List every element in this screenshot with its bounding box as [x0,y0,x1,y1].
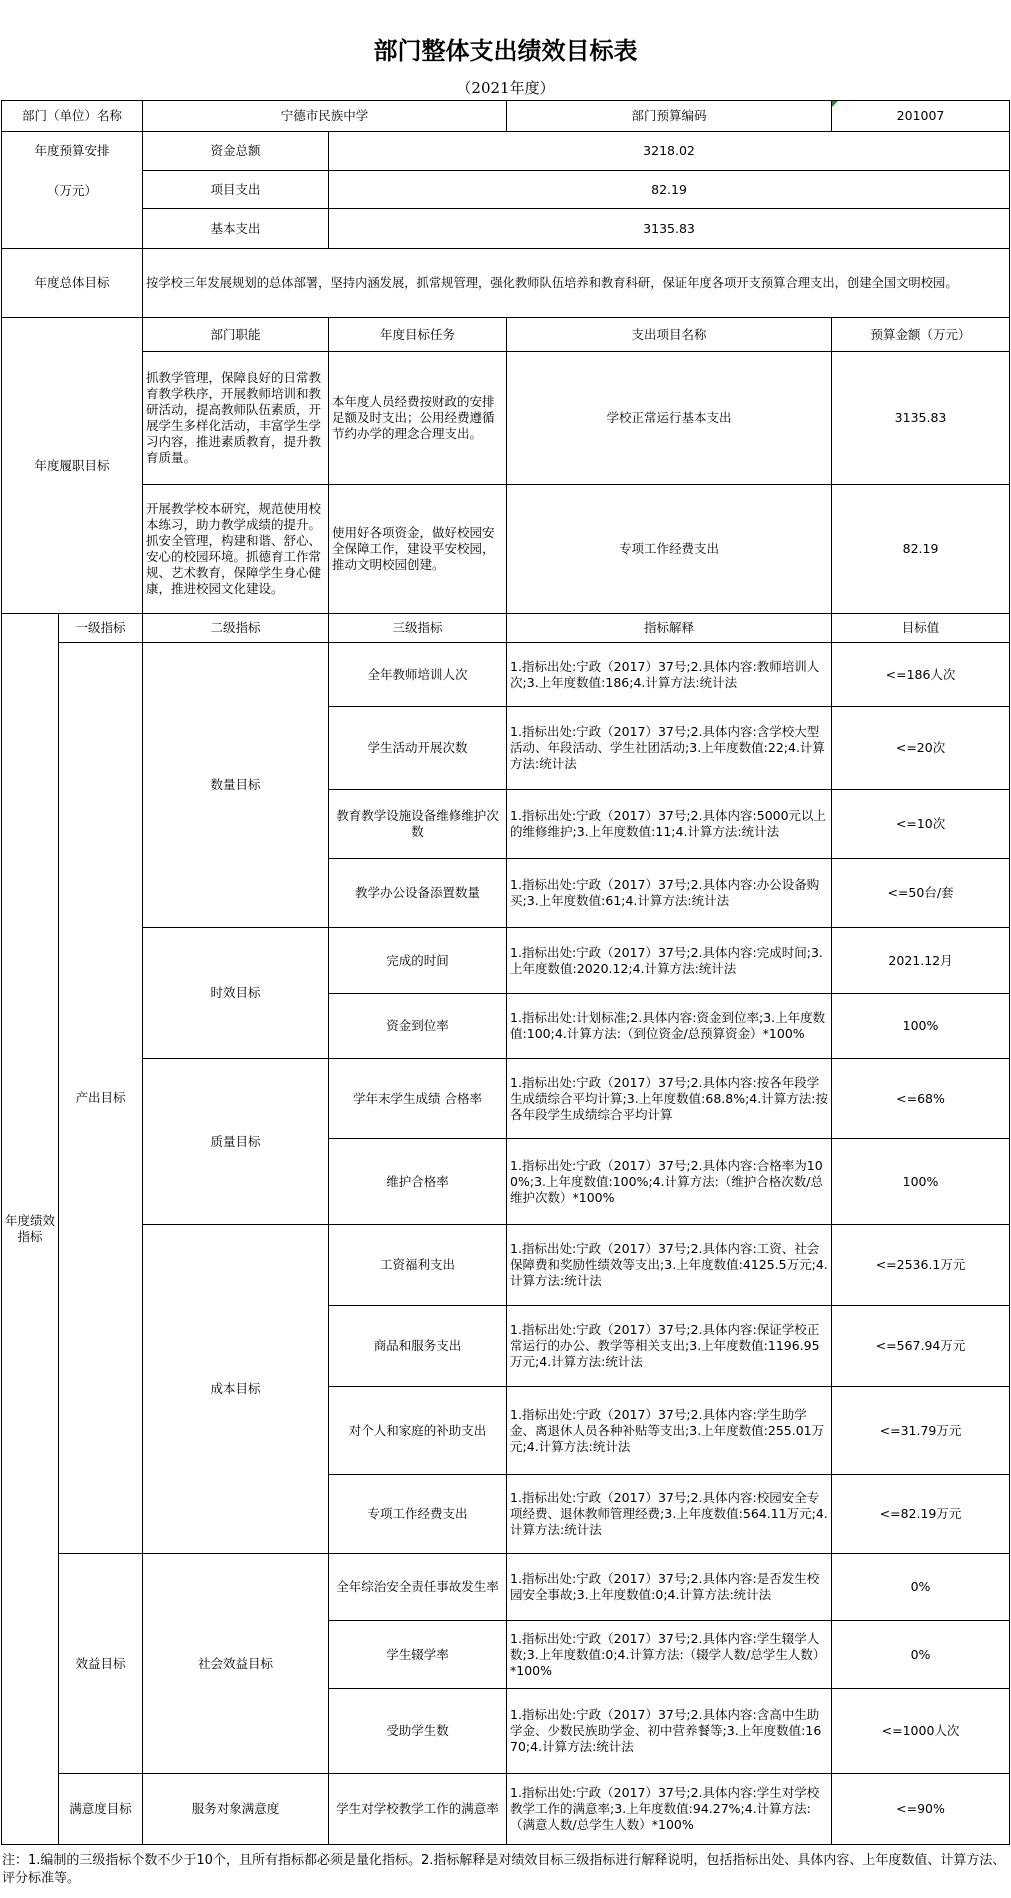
explanation-cell: 1.指标出处:宁政（2017）37号;2.具体内容:完成时间;3.上年度数值:2020.12;4.计算方法:统计法 [507,928,832,994]
perf-col-header: 目标值 [832,614,1010,643]
table-row [2,1225,1010,1306]
target-cell: <=567.94万元 [832,1306,1010,1387]
dept-name-label: 部门（单位）名称 [2,101,143,132]
perf-col-header: 一级指标 [59,614,143,643]
page-title: 部门整体支出绩效目标表 [373,37,638,65]
indicator-cell: 教育教学设施设备维修维护次数 [329,790,507,859]
indicator-cell: 全年综治安全责任事故发生率 [329,1554,507,1621]
duty-col-header: 年度目标任务 [329,318,507,352]
target-cell: <=20次 [832,707,1010,790]
explanation-cell: 1.指标出处:宁政（2017）37号;2.具体内容:按各年段学生成绩综合平均计算;3.上年度数值:68.8%;4.计算方法:按各年段学生成绩综合平均计算 [507,1059,832,1139]
cell-flag-icon [832,101,838,107]
explanation-cell: 1.指标出处:宁政（2017）37号;2.具体内容:含学校大型活动、年段活动、学生社团活动;3.上年度数值:22;4.计算方法:统计法 [507,707,832,790]
duty-function-cell: 抓教学管理，保障良好的日常教育教学秩序，开展教师培训和教研活动，提高教师队伍素质，开展学生多样化活动，丰富学生学习内容，推进素质教育，提升教育质量。 [143,352,329,485]
target-cell: <=186人次 [832,643,1010,707]
indicator-cell: 维护合格率 [329,1139,507,1225]
level2-cell: 服务对象满意度 [143,1774,329,1845]
indicator-cell: 学年末学生成绩 合格率 [329,1059,507,1139]
budget-item-label: 基本支出 [143,209,329,249]
indicator-cell: 完成的时间 [329,928,507,994]
perf-header-row [2,614,1010,643]
explanation-cell: 1.指标出处:宁政（2017）37号;2.具体内容:是否发生校园安全事故;3.上年度数值:0;4.计算方法:统计法 [507,1554,832,1621]
budget-item-label: 项目支出 [143,171,329,209]
target-cell: <=68% [832,1059,1010,1139]
performance-label: 年度绩效指标 [2,614,59,1845]
target-cell: 0% [832,1621,1010,1689]
perf-col-header: 三级指标 [329,614,507,643]
duty-task-cell: 使用好各项资金，做好校园安全保障工作，建设平安校园，推动文明校园创建。 [329,485,507,614]
level1-cell: 满意度目标 [59,1774,143,1845]
budget-item-value: 3218.02 [329,132,1010,171]
table-row [2,643,1010,707]
target-cell: <=1000人次 [832,1689,1010,1774]
indicator-cell: 教学办公设备添置数量 [329,859,507,928]
indicator-cell: 专项工作经费支出 [329,1475,507,1554]
duty-row [2,485,1010,614]
level1-cell: 效益目标 [59,1554,143,1774]
explanation-cell: 1.指标出处:宁政（2017）37号;2.具体内容:教师培训人次;3.上年度数值:186;4.计算方法:统计法 [507,643,832,707]
duty-col-header: 预算金额（万元） [832,318,1010,352]
budget-label [2,132,143,249]
duty-amount-cell: 3135.83 [832,352,1010,485]
level2-cell: 成本目标 [143,1225,329,1554]
indicator-cell: 学生活动开展次数 [329,707,507,790]
explanation-cell: 1.指标出处:宁政（2017）37号;2.具体内容:学生对学校教学工作的满意率;3.上年度数值:94.27%;4.计算方法:（满意人数/总学生人数）*100% [507,1774,832,1845]
explanation-cell: 1.指标出处:宁政（2017）37号;2.具体内容:学生辍学人数;3.上年度数值:0;4.计算方法:（辍学人数/总学生人数）*100% [507,1621,832,1689]
overall-goal-label: 年度总体目标 [2,249,143,318]
budget-row [2,209,1010,249]
indicator-cell: 资金到位率 [329,994,507,1059]
duty-row [2,352,1010,485]
indicator-cell: 全年教师培训人次 [329,643,507,707]
indicator-cell: 工资福利支出 [329,1225,507,1306]
target-cell: 0% [832,1554,1010,1621]
budget-code-value: 201007 [896,108,945,123]
level2-cell: 社会效益目标 [143,1554,329,1774]
indicator-cell: 对个人和家庭的补助支出 [329,1387,507,1475]
indicator-cell: 商品和服务支出 [329,1306,507,1387]
duty-amount-cell: 82.19 [832,485,1010,614]
target-cell: <=90% [832,1774,1010,1845]
target-cell: <=50台/套 [832,859,1010,928]
budget-code-cell [832,101,1010,132]
indicator-cell: 学生辍学率 [329,1621,507,1689]
level2-cell: 时效目标 [143,928,329,1059]
table-row [2,1774,1010,1845]
target-cell: 2021.12月 [832,928,1010,994]
page-subtitle: （2021年度） [456,79,555,97]
budget-item-label: 资金总额 [143,132,329,171]
target-cell: <=31.79万元 [832,1387,1010,1475]
explanation-cell: 1.指标出处:计划标准;2.具体内容:资金到位率;3.上年度数值:100;4.计算方法:（到位资金/总预算资金）*100% [507,994,832,1059]
level2-cell: 质量目标 [143,1059,329,1225]
dept-row [2,101,1010,132]
indicator-cell: 受助学生数 [329,1689,507,1774]
duty-col-header: 部门职能 [143,318,329,352]
target-cell: <=10次 [832,790,1010,859]
explanation-cell: 1.指标出处:宁政（2017）37号;2.具体内容:校园安全专项经费、退休教师管理经费;3.上年度数值:564.11万元;4.计算方法:统计法 [507,1475,832,1554]
duty-task-cell: 本年度人员经费按财政的安排足额及时支出；公用经费遵循节约办学的理念合理支出。 [329,352,507,485]
explanation-cell: 1.指标出处:宁政（2017）37号;2.具体内容:工资、社会保障费和奖励性绩效等支出;3.上年度数值:4125.5万元;4.计算方法:统计法 [507,1225,832,1306]
explanation-cell: 1.指标出处:宁政（2017）37号;2.具体内容:办公设备购买;3.上年度数值:61;4.计算方法:统计法 [507,859,832,928]
indicator-cell: 学生对学校教学工作的满意率 [329,1774,507,1845]
duty-function-cell: 开展教学校本研究，规范使用校本练习，助力教学成绩的提升。抓安全管理，构建和谐、舒心、安心的校园环境。抓德育工作常规、艺术教育，保障学生身心健康，推进校园文化建设。 [143,485,329,614]
budget-item-value: 3135.83 [329,209,1010,249]
note-text: 注：1.编制的三级指标个数不少于10个，且所有指标都必须是量化指标。2.指标解释是对绩效目标三级指标进行解释说明，包括指标出处、具体内容、上年度数值、计算方法、评分标准等。 [2,1853,1006,1886]
overall-goal-text: 按学校三年发展规划的总体部署，坚持内涵发展，抓常规管理，强化教师队伍培养和教育科研，保证年度各项开支预算合理支出，创建全国文明校园。 [143,249,1010,318]
level1-cell: 产出目标 [59,643,143,1554]
target-cell: <=2536.1万元 [832,1225,1010,1306]
perf-col-header: 二级指标 [143,614,329,643]
explanation-cell: 1.指标出处:宁政（2017）37号;2.具体内容:保证学校正常运行的办公、教学等相关支出;3.上年度数值:1196.95万元;4.计算方法:统计法 [507,1306,832,1387]
duty-goals-label: 年度履职目标 [2,318,143,614]
performance-target-table [1,100,1010,1845]
budget-item-value: 82.19 [329,171,1010,209]
perf-col-header: 指标解释 [507,614,832,643]
explanation-cell: 1.指标出处:宁政（2017）37号;2.具体内容:合格率为100%;3.上年度数值:100%;4.计算方法:（维护合格次数/总维护次数）*100% [507,1139,832,1225]
duty-project-cell: 专项工作经费支出 [507,485,832,614]
budget-row [2,171,1010,209]
overall-goal-row [2,249,1010,318]
explanation-cell: 1.指标出处:宁政（2017）37号;2.具体内容:含高中生助学金、少数民族助学金、初中营养餐等;3.上年度数值:1670;4.计算方法:统计法 [507,1689,832,1774]
budget-code-label: 部门预算编码 [507,101,832,132]
budget-label-line1: 年度预算安排 [34,143,110,158]
target-cell: <=82.19万元 [832,1475,1010,1554]
target-cell: 100% [832,994,1010,1059]
explanation-cell: 1.指标出处:宁政（2017）37号;2.具体内容:5000元以上的维修维护;3.上年度数值:11;4.计算方法:统计法 [507,790,832,859]
table-row [2,1059,1010,1139]
duty-header-row [2,318,1010,352]
duty-project-cell: 学校正常运行基本支出 [507,352,832,485]
table-row [2,928,1010,994]
budget-row [2,132,1010,171]
explanation-cell: 1.指标出处:宁政（2017）37号;2.具体内容:学生助学金、离退休人员各种补贴等支出;3.上年度数值:255.01万元;4.计算方法:统计法 [507,1387,832,1475]
dept-name-value: 宁德市民族中学 [143,101,507,132]
target-cell: 100% [832,1139,1010,1225]
budget-label-line2: （万元） [47,183,98,198]
duty-col-header: 支出项目名称 [507,318,832,352]
level2-cell: 数量目标 [143,643,329,928]
table-row [2,1554,1010,1621]
